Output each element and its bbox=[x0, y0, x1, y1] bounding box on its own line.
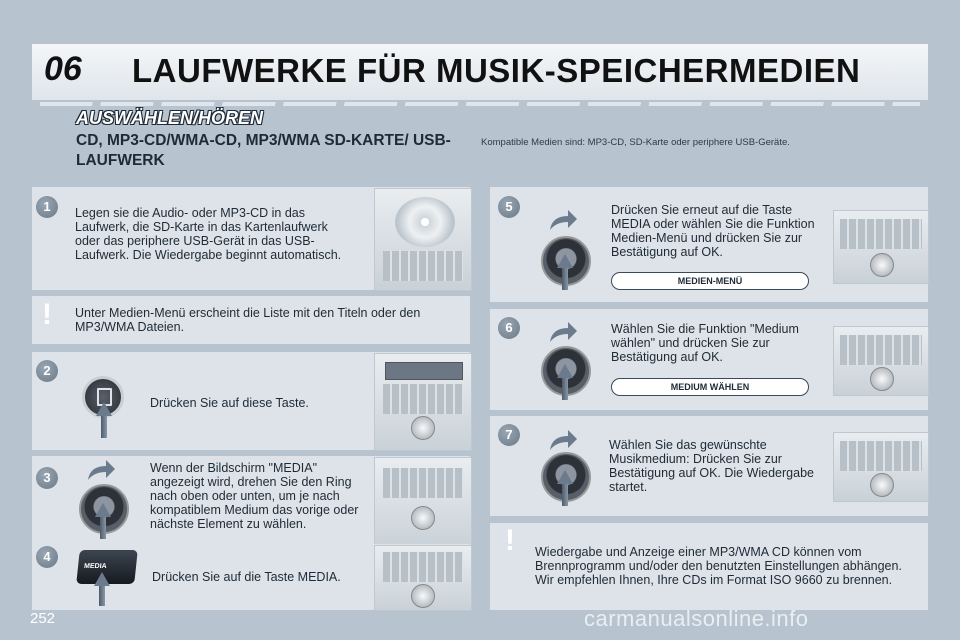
press-arrow-icon bbox=[557, 470, 573, 484]
radio-image-4 bbox=[374, 545, 472, 611]
step-1-text: Legen sie die Audio- oder MP3-CD in das Laufwerk, die SD-Karte in das Kartenlaufwerk oder das periphere USB-Gerät in das USB-Laufwerk. Die Wiedergabe beginnt automatisch. bbox=[75, 206, 342, 262]
radio-image-3 bbox=[374, 457, 472, 549]
note-1-text: Unter Medien-Menü erscheint die Liste mit den Titeln oder den MP3/WMA Dateien. bbox=[75, 306, 421, 334]
radio-display bbox=[385, 362, 463, 380]
cd-disc-icon bbox=[395, 197, 455, 247]
press-arrow-icon bbox=[94, 572, 110, 586]
radio-image-5 bbox=[833, 210, 929, 284]
step-6-text: Wählen Sie die Funktion "Medium wählen" und drücken Sie zur Bestätigung auf OK. bbox=[611, 322, 799, 364]
menu-item-medien-menu: MEDIEN-MENÜ bbox=[611, 272, 809, 290]
press-arrow-icon bbox=[557, 364, 573, 378]
step-3-number: 3 bbox=[36, 467, 58, 489]
radio-knob bbox=[411, 506, 435, 530]
step-7-text: Wählen Sie das gewünschte Musikmedium: Drücken Sie zur Bestätigung auf OK. Die Wiedergabe startet. bbox=[609, 438, 814, 494]
step-2-number: 2 bbox=[36, 360, 58, 382]
step-6-number: 6 bbox=[498, 317, 520, 339]
step-1-number: 1 bbox=[36, 196, 58, 218]
rotate-arrow-icon bbox=[86, 458, 116, 482]
step-7-number: 7 bbox=[498, 424, 520, 446]
step-4-number: 4 bbox=[36, 546, 58, 568]
header-divider bbox=[40, 102, 920, 106]
radio-keypad bbox=[840, 441, 922, 471]
section-subtitle: CD, MP3-CD/WMA-CD, MP3/WMA SD-KARTE/ USB-LAUFWERK bbox=[76, 132, 451, 169]
media-button-icon: MEDIA bbox=[76, 550, 138, 584]
cd-player-image bbox=[374, 188, 472, 291]
press-arrow-shaft bbox=[101, 414, 107, 438]
radio-image-7 bbox=[833, 432, 929, 502]
radio-keypad bbox=[383, 251, 463, 281]
press-arrow-icon bbox=[96, 402, 112, 416]
radio-keypad bbox=[383, 468, 463, 498]
press-arrow-shaft bbox=[100, 515, 106, 539]
section-title: AUSWÄHLEN/HÖREN bbox=[76, 108, 263, 128]
rotate-arrow-icon bbox=[548, 428, 578, 452]
note-2-text: Wiedergabe und Anzeige einer MP3/WMA CD können vom Brennprogramm und/oder den benutzten Einstellungen abhängen. Wir empfehlen Ihnen, Ihre CDs im Format ISO 9660 zu brennen. bbox=[535, 545, 902, 587]
radio-knob bbox=[870, 473, 894, 497]
radio-keypad bbox=[383, 552, 463, 582]
rotate-arrow-icon bbox=[548, 320, 578, 344]
page-number: 252 bbox=[30, 610, 56, 627]
radio-image-2 bbox=[374, 353, 472, 451]
radio-knob bbox=[870, 367, 894, 391]
radio-keypad bbox=[840, 219, 922, 249]
press-arrow-icon bbox=[557, 254, 573, 268]
radio-knob bbox=[870, 253, 894, 277]
step-2-text: Drücken Sie auf diese Taste. bbox=[150, 396, 309, 410]
press-arrow-icon bbox=[95, 503, 111, 517]
step-5-text: Drücken Sie erneut auf die Taste MEDIA oder wählen Sie die Funktion Medien-Menü und drücken Sie zur Bestätigung auf OK. bbox=[611, 203, 815, 259]
warning-icon: ! bbox=[42, 298, 52, 331]
step-3-text: Wenn der Bildschirm "MEDIA" angezeigt wird, drehen Sie den Ring nach oben oder unten, um je nach kompatiblem Medium das vorige oder nächste Element zu wählen. bbox=[150, 461, 359, 531]
press-arrow-shaft bbox=[562, 482, 568, 506]
chapter-number: 06 bbox=[44, 50, 82, 88]
radio-keypad bbox=[840, 335, 922, 365]
rotate-arrow-icon bbox=[548, 208, 578, 232]
compatibility-note: Kompatible Medien sind: MP3-CD, SD-Karte oder periphere USB-Geräte. bbox=[481, 137, 790, 148]
step-4-text: Drücken Sie auf die Taste MEDIA. bbox=[152, 570, 341, 584]
watermark: carmanualsonline.info bbox=[584, 606, 809, 631]
radio-keypad bbox=[383, 384, 463, 414]
warning-icon: ! bbox=[505, 524, 515, 557]
radio-image-6 bbox=[833, 326, 929, 396]
chapter-title: LAUFWERKE FÜR MUSIK-SPEICHERMEDIEN bbox=[132, 52, 861, 89]
radio-knob bbox=[411, 416, 435, 440]
press-arrow-shaft bbox=[562, 376, 568, 400]
radio-knob bbox=[411, 584, 435, 608]
menu-item-medium-waehlen: MEDIUM WÄHLEN bbox=[611, 378, 809, 396]
press-arrow-shaft bbox=[562, 266, 568, 290]
press-arrow-shaft bbox=[99, 584, 105, 606]
step-5-number: 5 bbox=[498, 196, 520, 218]
